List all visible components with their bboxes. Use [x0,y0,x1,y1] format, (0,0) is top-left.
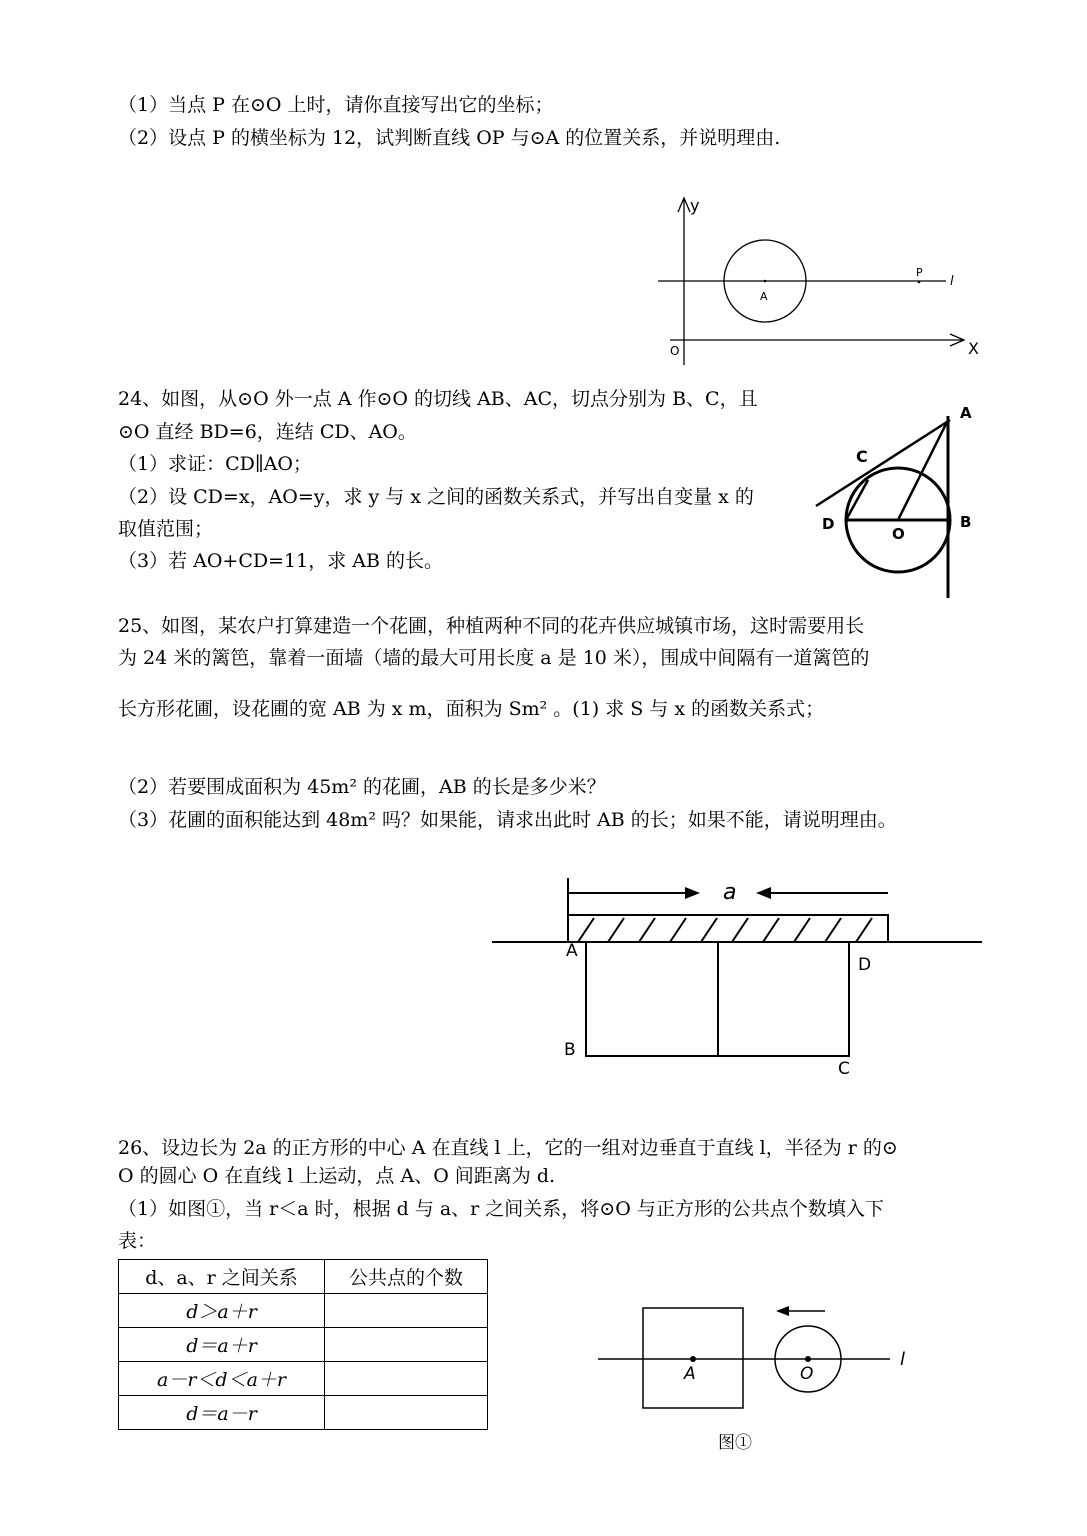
q25-part2: （2）若要围成面积为 45m² 的花圃，AB 的长是多少米？ [118,776,606,798]
label-b: B [564,1040,576,1060]
label-y: y [690,196,700,215]
table-row [119,1328,488,1362]
arrow-left-head [756,887,771,899]
motion-arrow-head [776,1306,789,1316]
relationship-table [118,1259,488,1430]
table-header-cell: 公共点的个数 [325,1260,488,1294]
figure-25-flower-bed [490,868,985,1083]
q23-part1: （1）当点 P 在⊙O 上时，请你直接写出它的坐标； [118,94,554,116]
answer-cell [325,1294,488,1328]
label-p: P [916,266,923,279]
q25-line3-part1: 长方形花圃，设花圃的宽 AB 为 x m，面积为 Sm² 。(1) 求 S 与 x 的函数关系式； [118,698,825,720]
label-l: l [950,274,954,289]
q24-part2: （2）设 CD=x，AO=y，求 y 与 x 之间的函数关系式，并写出自变量 x 的 [118,486,754,508]
answer-cell [325,1328,488,1362]
label-d: D [858,955,872,975]
point-a-dot [690,1356,696,1362]
table-cell: d＝a＋r [119,1328,325,1362]
label-c: C [838,1059,850,1079]
q23-part2: （2）设点 P 的横坐标为 12，试判断直线 OP 与⊙A 的位置关系，并说明理由. [118,127,781,149]
wall-hatching [578,918,872,942]
label-a: A [566,941,578,961]
table-row [119,1396,488,1430]
label-d: D [822,515,835,533]
q25-line1: 25、如图，某农户打算建造一个花圃，种植两种不同的花卉供应城镇市场，这时需要用长 [118,615,865,637]
q24-line2: ⊙O 直经 BD=6，连结 CD、AO。 [118,421,417,443]
arrow-right-head [685,887,700,899]
q26-line1: 26、设边长为 2a 的正方形的中心 A 在直线 l 上，它的一组对边垂直于直线 l，半径为 r 的⊙ [118,1137,898,1159]
figure-24-tangent-circle [810,398,990,603]
label-o: O [892,525,905,543]
label-a: A [684,1364,696,1384]
q26-part1: （1）如图①，当 r＜a 时，根据 d 与 a、r 之间关系，将⊙O 与正方形的公共点个数填入下 [118,1198,884,1220]
figure-caption: 图① [718,1433,752,1453]
table-row [119,1362,488,1396]
table-header-cell: d、a、r 之间关系 [119,1260,325,1294]
q26-part1-cont: 表： [118,1230,157,1252]
q24-line1: 24、如图，从⊙O 外一点 A 作⊙O 的切线 AB、AC，切点分别为 B、C，且 [118,388,758,410]
table-cell: a－r＜d＜a＋r [119,1362,325,1396]
label-b: B [960,513,972,531]
point-p-dot [918,281,921,284]
q24-part2-cont: 取值范围； [118,518,214,540]
label-o: O [800,1364,814,1384]
tangent-ac [816,420,950,506]
figure-26-square-circle [590,1295,920,1420]
point-o-dot [805,1356,811,1362]
q25-line2: 为 24 米的篱笆，靠着一面墙（墙的最大可用长度 a 是 10 米），围成中间隔有一道篱笆的 [118,647,870,669]
point-a-dot [764,280,767,283]
table-cell: d＝a－r [119,1396,325,1430]
label-l: l [900,1349,906,1370]
figure-23-coordinate-circle [650,190,990,370]
answer-cell [325,1362,488,1396]
table-cell: d＞a＋r [119,1294,325,1328]
table-header-row [119,1260,488,1294]
label-a: A [760,290,768,303]
label-a-length: a [723,880,737,905]
q24-part3: （3）若 AO+CD=11，求 AB 的长。 [118,550,443,572]
q26-line2: O 的圆心 O 在直线 l 上运动，点 A、O 间距离为 d. [118,1165,556,1187]
q25-part3: （3）花圃的面积能达到 48m² 吗？如果能，请求出此时 AB 的长；如果不能，请说明理由。 [118,809,897,831]
label-x: X [968,339,979,358]
q24-part1: （1）求证：CD∥AO； [118,453,312,475]
label-c: C [856,447,868,466]
label-o: O [670,344,680,358]
label-a: A [960,404,972,422]
table-row [119,1294,488,1328]
answer-cell [325,1396,488,1430]
